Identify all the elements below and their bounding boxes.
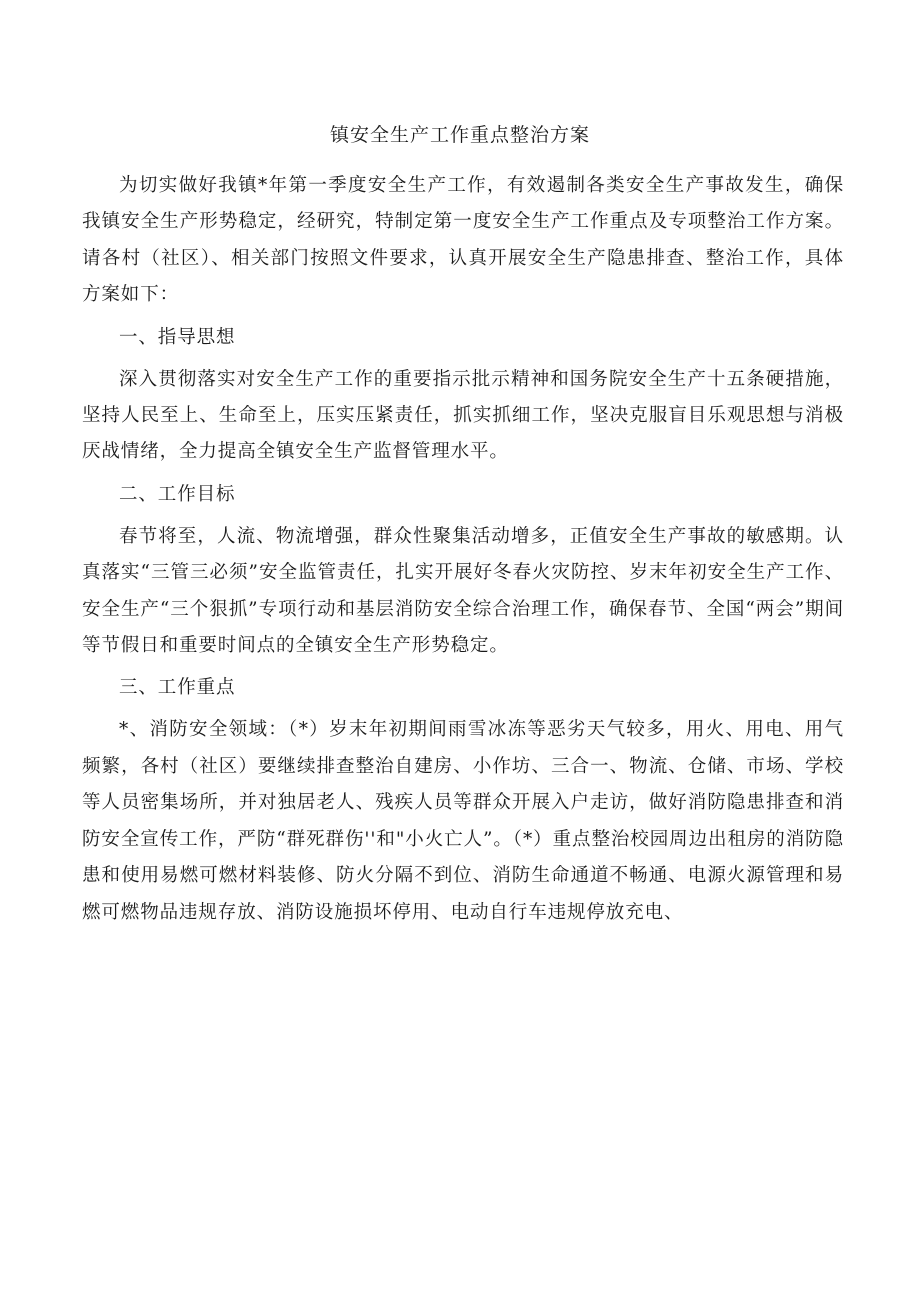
- work-focus-paragraph: *、消防安全领域：（*）岁末年初期间雨雪冰冻等恶劣天气较多，用火、用电、用气频繁，各村（社区）要继续排查整治自建房、小作坊、三合一、物流、仓储、市场、学校等人员密集场所，并对独居老人、残疾人员等群众开展入户走访，做好消防隐患排查和消防安全宣传工作，严防“群死群伤''和"小火亡人”。（*）重点整治校园周边出租房的消防隐患和使用易燃可燃材料装修、防火分隔不到位、消防生命通道不畅通、电源火源管理和易燃可燃物品违规存放、消防设施损坏停用、电动自行车违规停放充电、: [82, 719, 844, 923]
- section-heading-work-goals: 二、工作目标: [119, 483, 236, 505]
- work-goals-paragraph: 春节将至，人流、物流增强，群众性聚集活动增多，正值安全生产事故的敏感期。认真落实“三管三必须”安全监管责任，扎实开展好冬春火灾防控、岁末年初安全生产工作、安全生产“三个狠抓”专项行动和基层消防安全综合治理工作，确保春节、全国“两会”期间等节假日和重要时间点的全镇安全生产形势稳定。: [82, 525, 844, 657]
- section-heading-guiding-ideology: 一、指导思想: [119, 326, 236, 348]
- guiding-ideology-paragraph: 深入贯彻落实对安全生产工作的重要指示批示精神和国务院安全生产十五条硬措施，坚持人民至上、生命至上，压实压紧责任，抓实抓细工作，坚决克服盲目乐观思想与消极厌战情绪，全力提高全镇安全生产监督管理水平。: [82, 368, 844, 463]
- document-body: [82, 168, 844, 931]
- document-title: 镇安全生产工作重点整治方案: [329, 124, 590, 146]
- intro-paragraph: 为切实做好我镇*年第一季度安全生产工作，有效遏制各类安全生产事故发生，确保我镇安全生产形势稳定，经研究，特制定第一度安全生产工作重点及专项整治工作方案。请各村（社区）、相关部门按照文件要求，认真开展安全生产隐患排查、整治工作，具体方案如下：: [82, 175, 844, 306]
- section-heading-work-focus: 三、工作重点: [119, 677, 236, 699]
